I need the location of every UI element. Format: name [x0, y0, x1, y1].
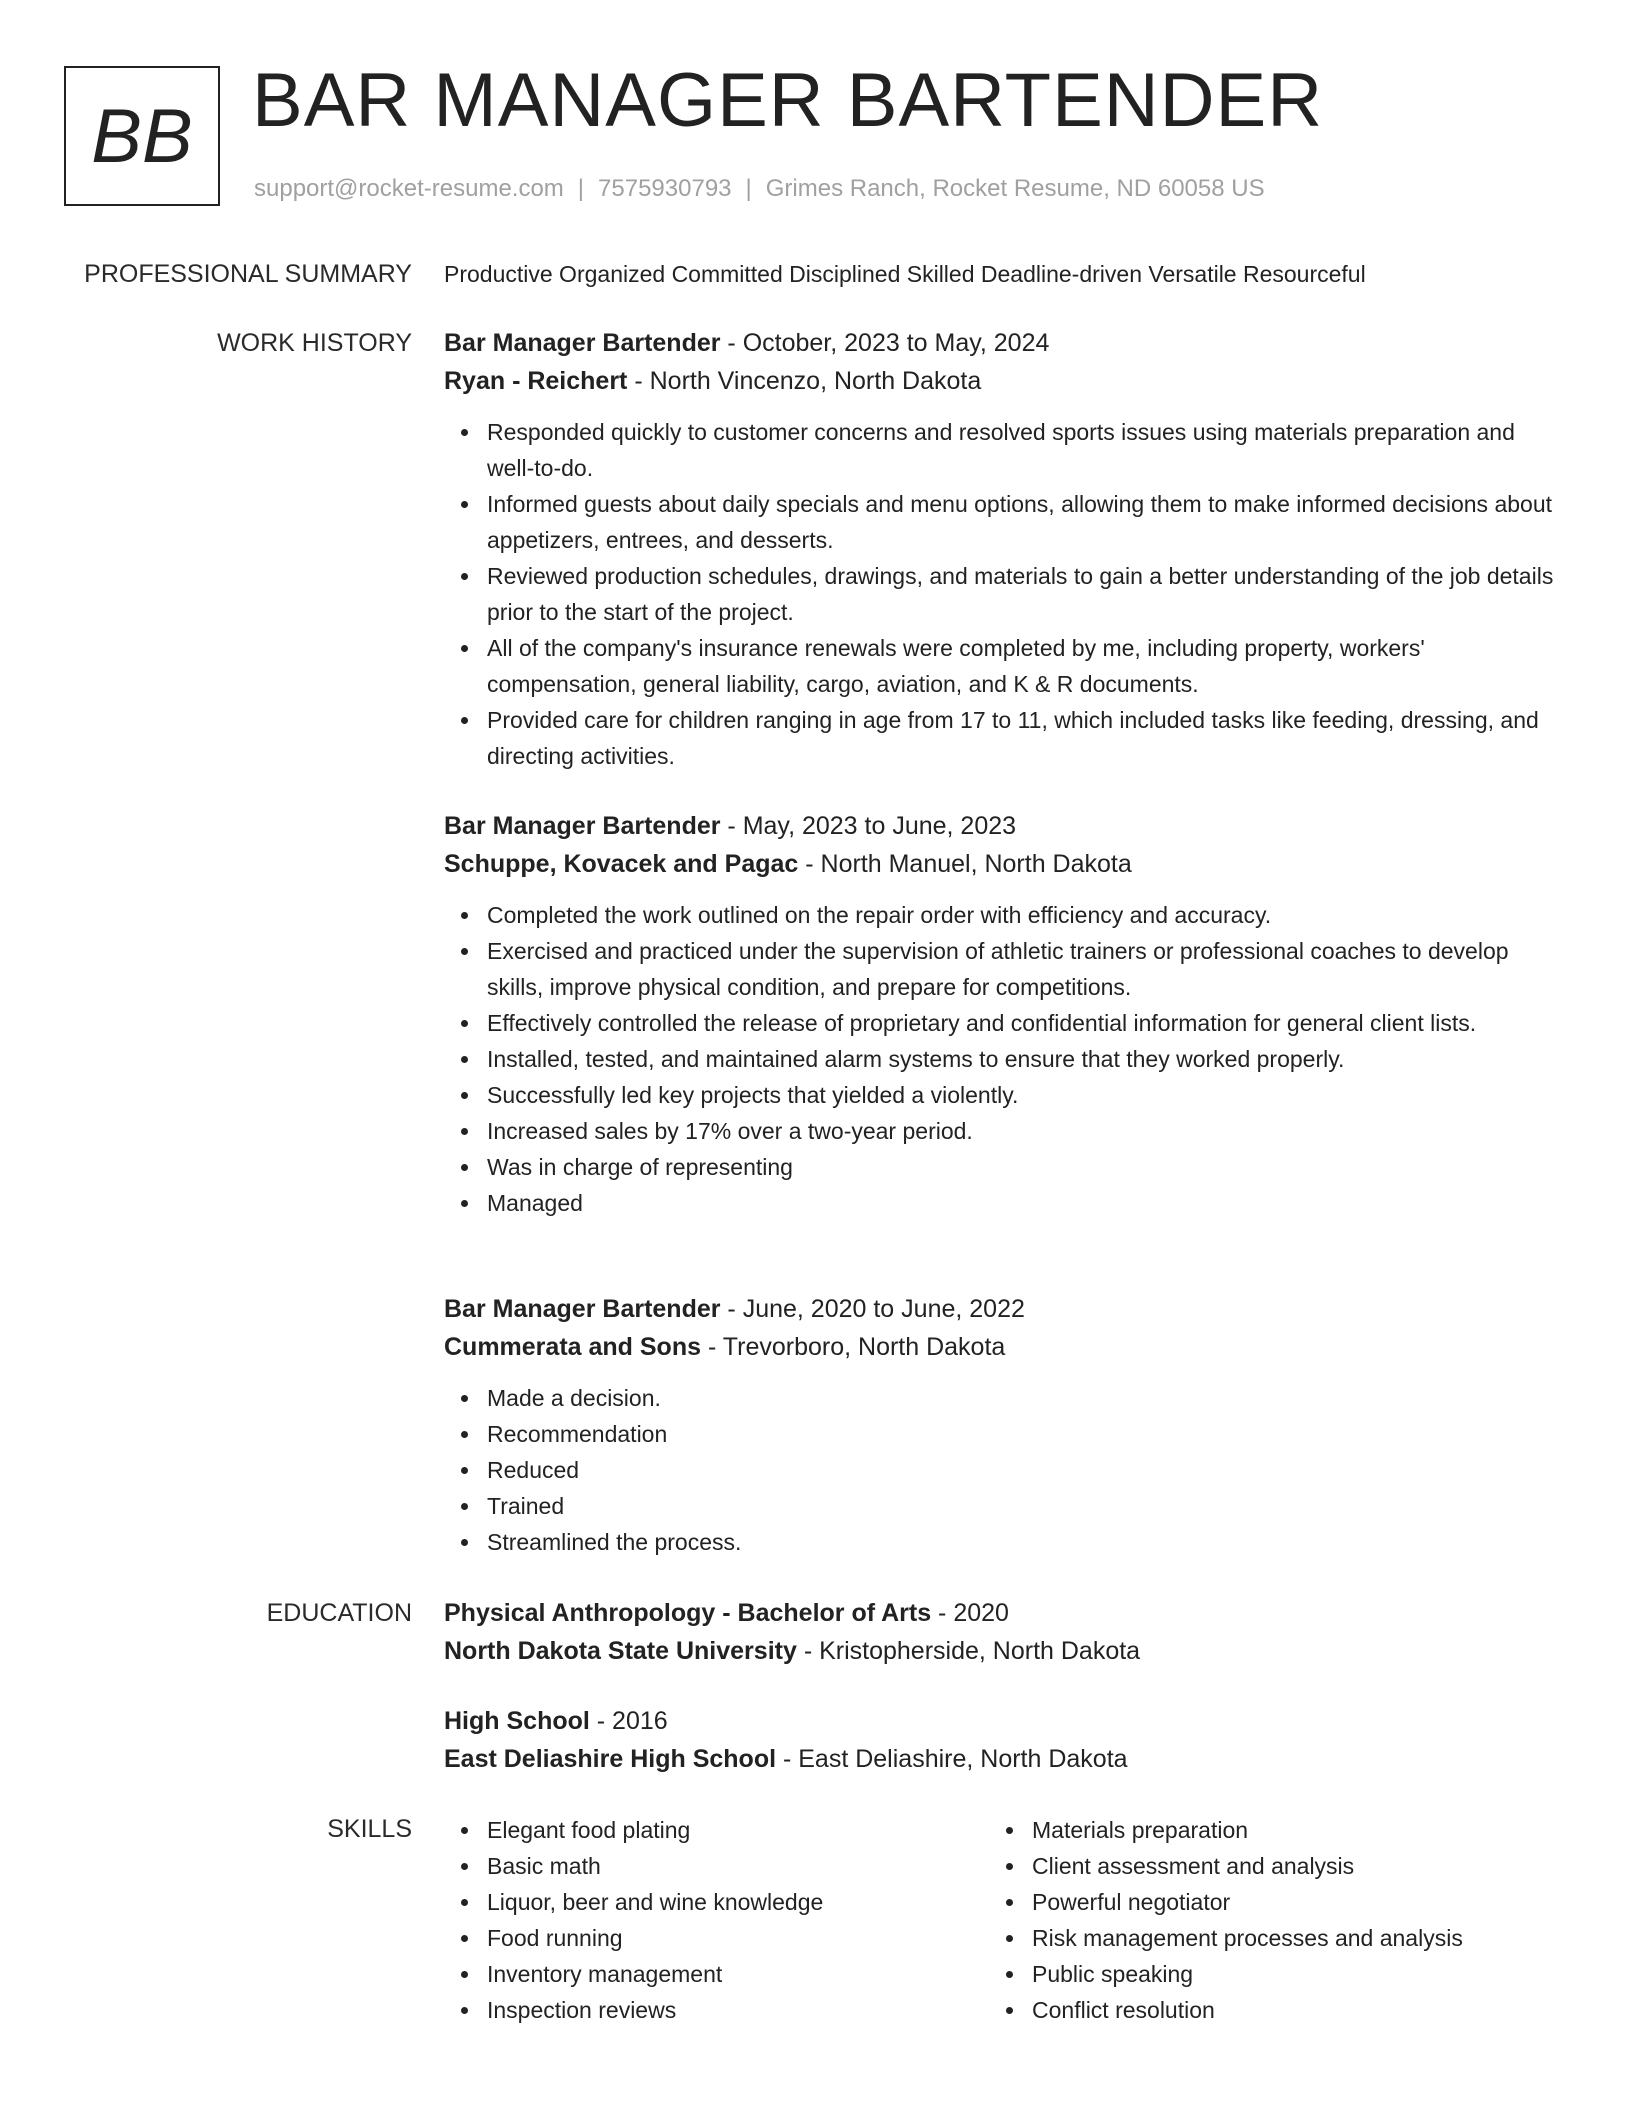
degree-year: - 2020: [931, 1599, 1009, 1627]
list-item: Increased sales by 17% over a two-year period.: [444, 1113, 1564, 1149]
list-item: All of the company's insurance renewals were completed by me, including property, workers' compensation, general liability, cargo, aviation, and K & R documents.: [444, 630, 1564, 702]
skills-list-left: [444, 1812, 989, 2028]
skill-item: Inventory management: [444, 1956, 989, 1992]
contact-separator: |: [577, 175, 585, 202]
job-dates: - May, 2023 to June, 2023: [720, 812, 1017, 840]
job-title: Bar Manager Bartender: [444, 812, 721, 840]
job-bullets: [444, 897, 1564, 1221]
job-title-line: [444, 1290, 1564, 1328]
list-item: Trained: [444, 1488, 1564, 1524]
job-bullets: [444, 414, 1564, 774]
job-dates: - June, 2020 to June, 2022: [720, 1295, 1025, 1323]
education-entry: [444, 1702, 1564, 1778]
job-entry: [444, 807, 1564, 1221]
summary-section: [444, 258, 1564, 290]
job-title-line: [444, 324, 1564, 362]
skills-section: [444, 1812, 1564, 2028]
contact-separator: |: [745, 175, 752, 202]
section-label-work-history: WORK HISTORY: [217, 329, 412, 357]
job-title: Bar Manager Bartender: [444, 1295, 721, 1323]
skill-item: Food running: [444, 1920, 989, 1956]
skill-item: Materials preparation: [989, 1812, 1534, 1848]
school-location: - East Deliashire, North Dakota: [776, 1745, 1128, 1773]
skill-item: Conflict resolution: [989, 1992, 1534, 2028]
degree-line: [444, 1594, 1564, 1632]
education-entry: [444, 1594, 1564, 1670]
degree-line: [444, 1702, 1564, 1740]
list-item: Streamlined the process.: [444, 1524, 1564, 1560]
school-name: East Deliashire High School: [444, 1745, 777, 1773]
job-entry: [444, 1290, 1564, 1560]
skill-item: Public speaking: [989, 1956, 1534, 1992]
list-item: Effectively controlled the release of proprietary and confidential information for general client lists.: [444, 1005, 1564, 1041]
degree-name: Physical Anthropology - Bachelor of Arts: [444, 1599, 932, 1627]
school-location: - Kristopherside, North Dakota: [796, 1637, 1141, 1665]
monogram-badge: BB: [64, 66, 220, 206]
school-line: [444, 1740, 1564, 1778]
section-label-skills: SKILLS: [327, 1815, 412, 1843]
skill-item: Powerful negotiator: [989, 1884, 1534, 1920]
job-title-line: [444, 807, 1564, 845]
list-item: Was in charge of representing: [444, 1149, 1564, 1185]
candidate-name: BAR MANAGER BARTENDER: [252, 58, 1324, 143]
job-company-line: [444, 845, 1564, 883]
job-company-line: [444, 1328, 1564, 1366]
contact-line: [254, 174, 1265, 204]
degree-name: High School: [444, 1707, 590, 1735]
job-company-line: [444, 362, 1564, 400]
job-location: - Trevorboro, North Dakota: [701, 1333, 1006, 1361]
list-item: Managed: [444, 1185, 1564, 1221]
list-item: Exercised and practiced under the supervision of athletic trainers or professional coaches to develop skills, improve physical condition, and prepare for competitions.: [444, 933, 1564, 1005]
list-item: Reviewed production schedules, drawings, and materials to gain a better understanding of the job details prior to the start of the project.: [444, 558, 1564, 630]
list-item: Reduced: [444, 1452, 1564, 1488]
section-label-summary: PROFESSIONAL SUMMARY: [84, 260, 412, 288]
job-location: - North Vincenzo, North Dakota: [627, 367, 982, 395]
skill-item: Liquor, beer and wine knowledge: [444, 1884, 989, 1920]
list-item: Provided care for children ranging in age from 17 to 11, which included tasks like feeding, dressing, and directing activities.: [444, 702, 1564, 774]
skill-item: Elegant food plating: [444, 1812, 989, 1848]
school-line: [444, 1632, 1564, 1670]
skill-item: Inspection reviews: [444, 1992, 989, 2028]
skill-item: Client assessment and analysis: [989, 1848, 1534, 1884]
job-dates: - October, 2023 to May, 2024: [720, 329, 1050, 357]
job-company: Ryan - Reichert: [444, 367, 628, 395]
contact-address: Grimes Ranch, Rocket Resume, ND 60058 US: [765, 175, 1265, 202]
contact-email[interactable]: support@rocket-resume.com: [254, 175, 564, 202]
skills-list-right: [989, 1812, 1534, 2028]
job-title: Bar Manager Bartender: [444, 329, 721, 357]
skill-item: Risk management processes and analysis: [989, 1920, 1534, 1956]
summary-text: Productive Organized Committed Disciplined Skilled Deadline-driven Versatile Resourceful: [444, 261, 1366, 287]
list-item: Informed guests about daily specials and menu options, allowing them to make informed decisions about appetizers, entrees, and desserts.: [444, 486, 1564, 558]
list-item: Recommendation: [444, 1416, 1564, 1452]
list-item: Responded quickly to customer concerns and resolved sports issues using materials preparation and well-to-do.: [444, 414, 1564, 486]
job-company: Cummerata and Sons: [444, 1333, 702, 1361]
list-item: Installed, tested, and maintained alarm systems to ensure that they worked properly.: [444, 1041, 1564, 1077]
job-entry: [444, 324, 1564, 774]
section-label-education: EDUCATION: [266, 1599, 412, 1627]
skill-item: Basic math: [444, 1848, 989, 1884]
school-name: North Dakota State University: [444, 1637, 797, 1665]
contact-phone[interactable]: 7575930793: [598, 175, 732, 202]
list-item: Successfully led key projects that yielded a violently.: [444, 1077, 1564, 1113]
degree-year: - 2016: [589, 1707, 668, 1735]
list-item: Made a decision.: [444, 1380, 1564, 1416]
job-location: - North Manuel, North Dakota: [798, 850, 1132, 878]
list-item: Completed the work outlined on the repair order with efficiency and accuracy.: [444, 897, 1564, 933]
job-company: Schuppe, Kovacek and Pagac: [444, 850, 799, 878]
job-bullets: [444, 1380, 1564, 1560]
